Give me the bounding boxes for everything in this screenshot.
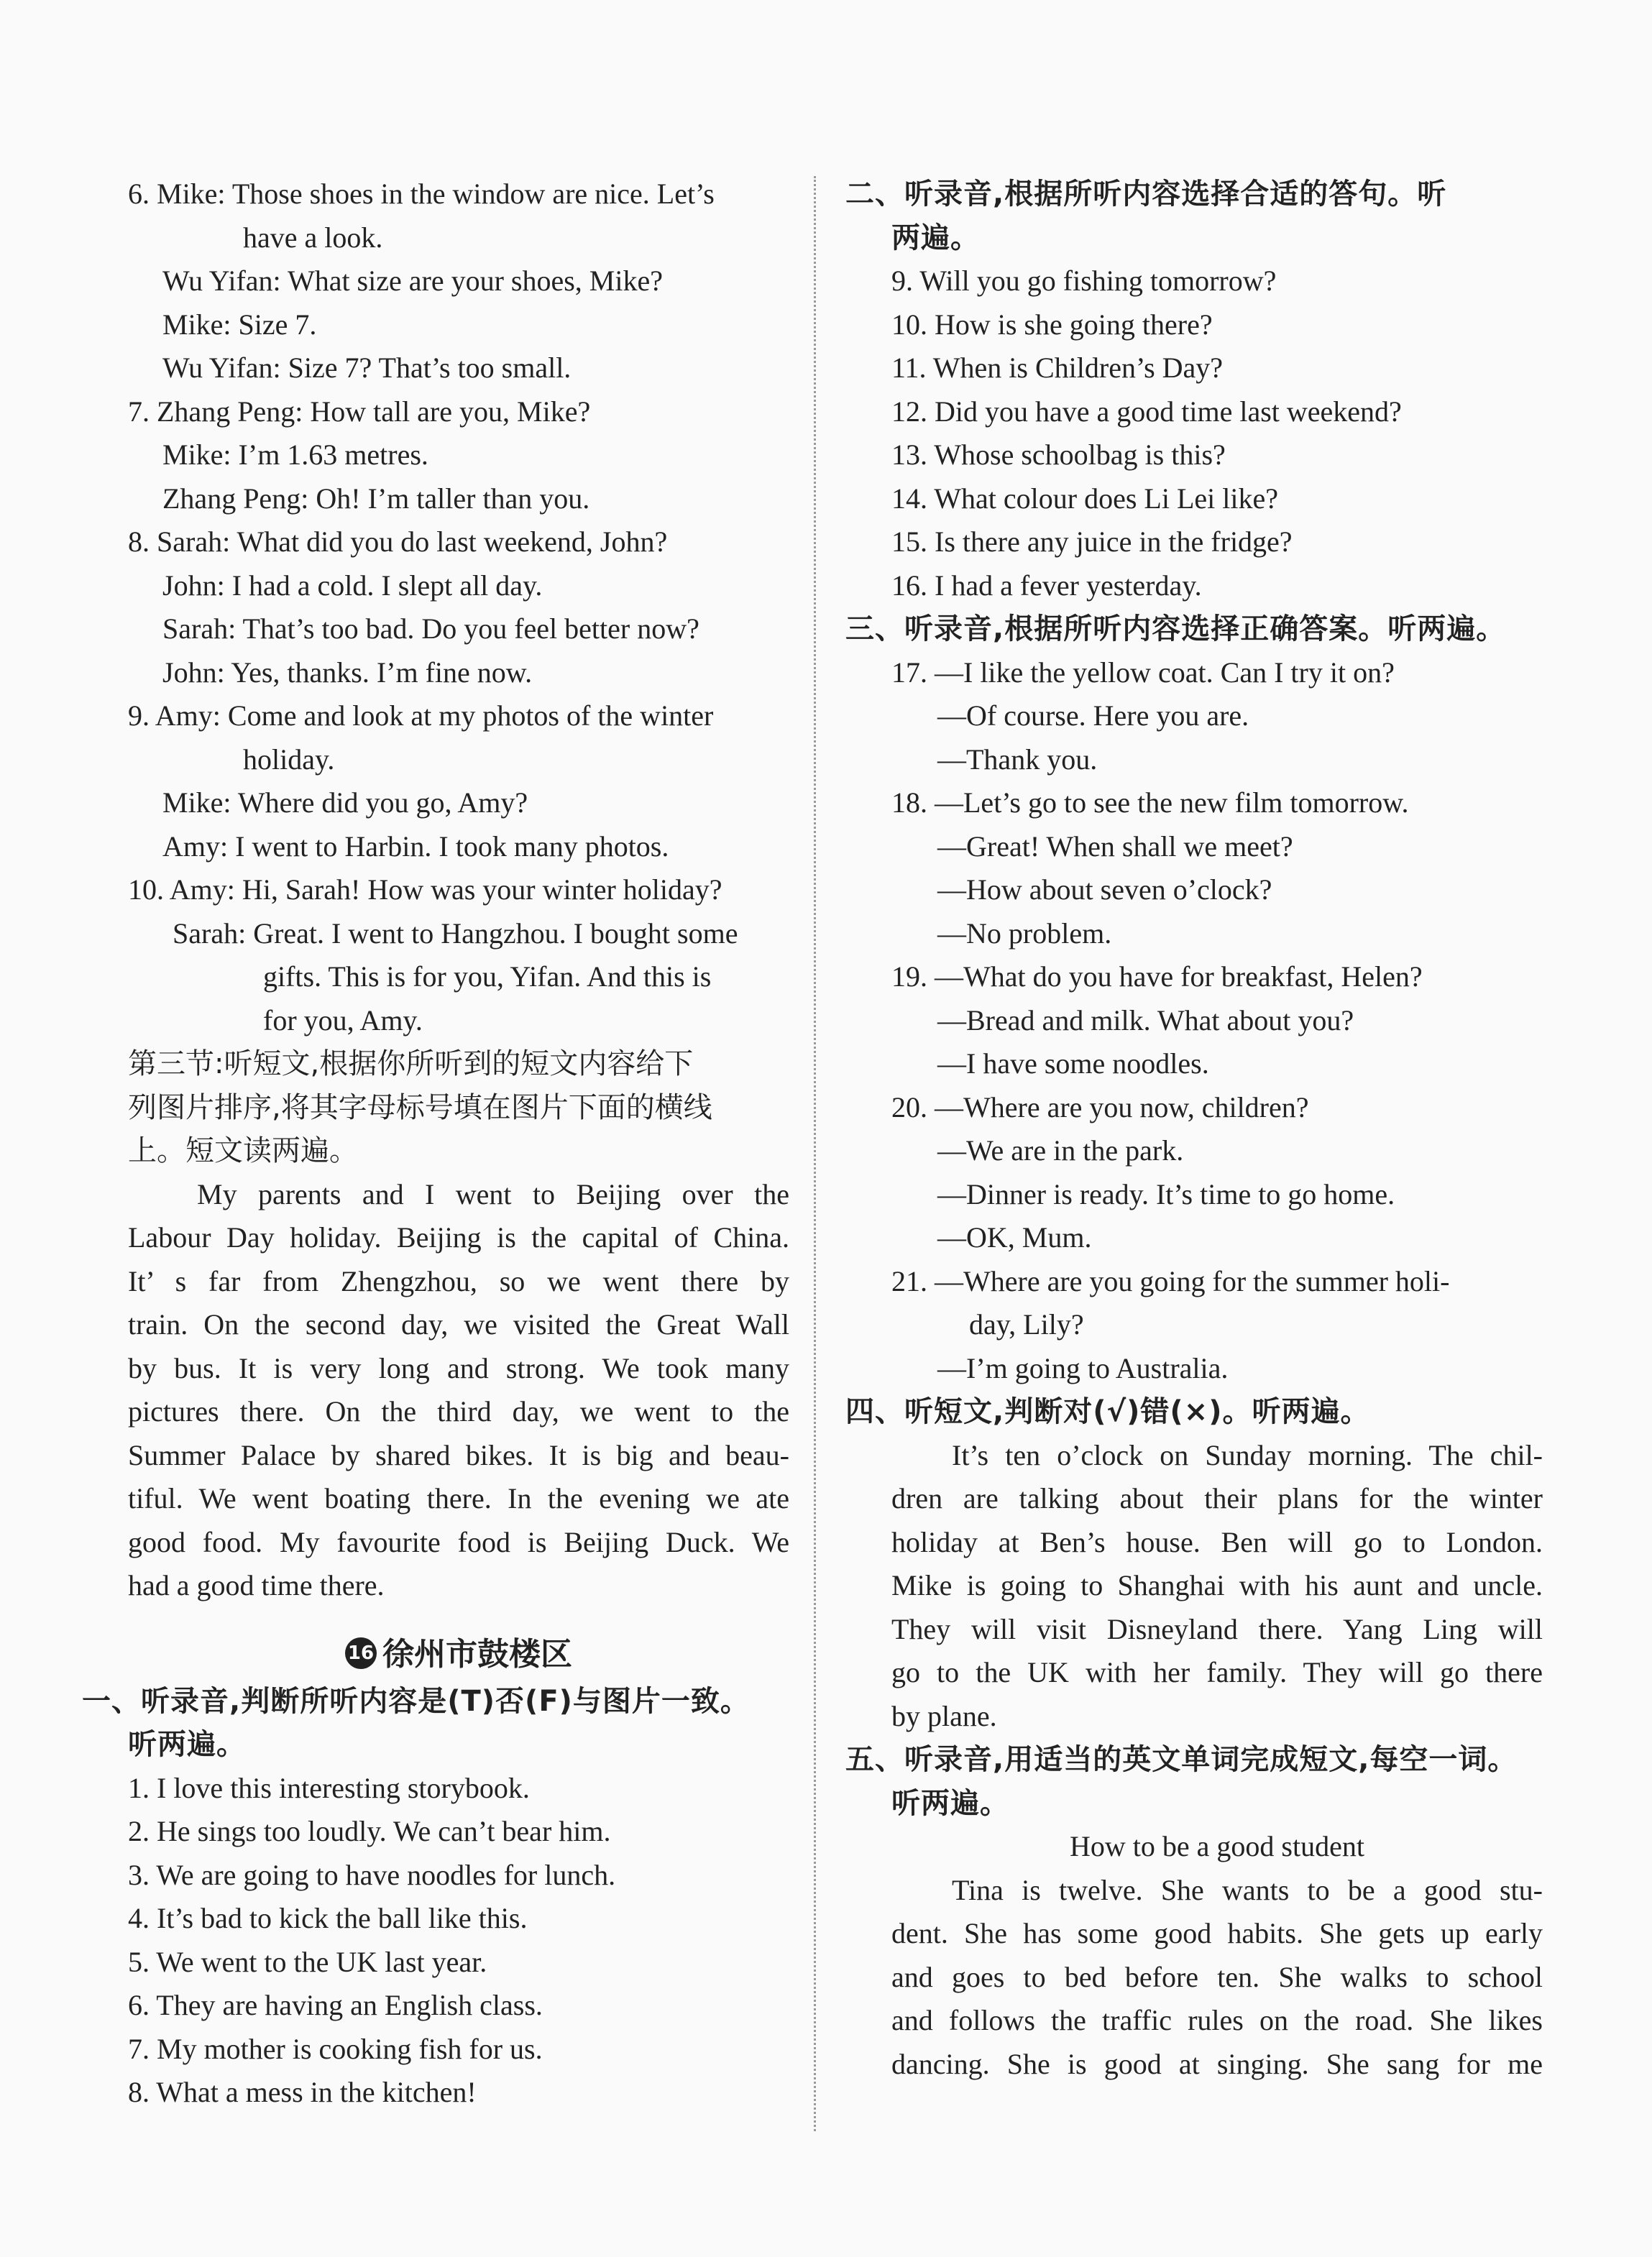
passage-line: Tina is twelve. She wants to be a good stu-	[952, 1873, 1543, 1906]
question-item: 14. What colour does Li Lei like?	[891, 482, 1278, 515]
dialogue-line: 18. —Let’s go to see the new film tomorrow.	[891, 786, 1409, 819]
question-item: 15. Is there any juice in the fridge?	[891, 525, 1293, 558]
dialogue-line: —Great! When shall we meet?	[937, 829, 1293, 863]
dialogue-line: Mike: Where did you go, Amy?	[162, 786, 528, 819]
dialogue-line: —How about seven o’clock?	[937, 873, 1272, 906]
question-item: 2. He sings too loudly. We can’t bear him.	[128, 1815, 611, 1847]
dialogue-line: —Bread and milk. What about you?	[937, 1003, 1354, 1036]
passage-line: and goes to bed before ten. She walks to school	[891, 1960, 1543, 1993]
dialogue-line: —Dinner is ready. It’s time to go home.	[937, 1177, 1395, 1210]
question-item: 7. My mother is cooking fish for us.	[128, 2032, 543, 2065]
dialogue-line: Sarah: That’s too bad. Do you feel better now?	[162, 612, 699, 645]
district-heading: 16 徐州市鼓楼区	[128, 1629, 789, 1680]
section3-title-line: 列图片排序,将其字母标号填在图片下面的横线	[128, 1090, 712, 1124]
question-item: 16. I had a fever yesterday.	[891, 569, 1202, 602]
dialogue-line: John: Yes, thanks. I’m fine now.	[162, 656, 533, 689]
passage-line: dent. She has some good habits. She gets up early	[891, 1917, 1543, 1949]
passage-line: dren are talking about their plans for the winter	[891, 1482, 1543, 1514]
dialogue-line: 21. —Where are you going for the summer holi-	[891, 1264, 1450, 1297]
dialogue-line: day, Lily?	[969, 1308, 1084, 1341]
dialogue-line: Mike: Size 7.	[162, 308, 317, 341]
part3-title: 三、听录音,根据所听内容选择正确答案。听两遍。	[845, 612, 1506, 645]
question-item: 3. We are going to have noodles for lunch.	[128, 1858, 616, 1891]
question-item: 4. It’s bad to kick the ball like this.	[128, 1902, 528, 1934]
part5-title-line: 听两遍。	[891, 1786, 1009, 1820]
dialogue-line: —Thank you.	[937, 743, 1098, 776]
passage-line: Summer Palace by shared bikes. It is big and beau-	[128, 1438, 789, 1471]
dialogue-line: Amy: I went to Harbin. I took many photos.	[162, 829, 669, 863]
passage-line: dancing. She is good at singing. She sang for me	[891, 2047, 1543, 2080]
part5-title-line: 五、听录音,用适当的英文单词完成短文,每空一词。	[845, 1743, 1518, 1776]
dialogue-line: Wu Yifan: What size are your shoes, Mike?	[162, 265, 663, 297]
dialogue-line: —We are in the park.	[937, 1134, 1184, 1167]
dialogue-line: gifts. This is for you, Yifan. And this is	[263, 960, 712, 993]
question-item: 9. Will you go fishing tomorrow?	[891, 265, 1277, 297]
passage-line: by plane.	[891, 1699, 997, 1732]
dialogue-line: —No problem.	[937, 916, 1112, 950]
column-divider	[814, 176, 816, 2131]
passage-line: They will visit Disneyland there. Yang Ling will	[891, 1612, 1543, 1645]
passage-line: train. On the second day, we visited the Great Wall	[128, 1308, 789, 1341]
passage-line: good food. My favourite food is Beijing Duck. We	[128, 1525, 789, 1558]
passage-line: go to the UK with her family. They will go there	[891, 1656, 1543, 1688]
passage-line: pictures there. On the third day, we went to the	[128, 1395, 789, 1428]
dialogue-line: holiday.	[243, 743, 335, 776]
dialogue-line: Sarah: Great. I went to Hangzhou. I bought some	[173, 916, 738, 950]
question-item: 12. Did you have a good time last weekend?	[891, 395, 1402, 428]
passage-line: Mike is going to Shanghai with his aunt and uncle.	[891, 1569, 1543, 1601]
dialogue-line: 8. Sarah: What did you do last weekend, John?	[128, 525, 668, 558]
passage-line: had a good time there.	[128, 1569, 385, 1601]
passage-line: My parents and I went to Beijing over the	[197, 1177, 789, 1210]
dialogue-line: 7. Zhang Peng: How tall are you, Mike?	[128, 395, 591, 428]
passage-line: It’ s far from Zhengzhou, so we went there by	[128, 1264, 789, 1297]
right-column	[845, 173, 1543, 2086]
dialogue-line: 20. —Where are you now, children?	[891, 1090, 1309, 1123]
dialogue-line: 6. Mike: Those shoes in the window are nice. Let’s	[128, 178, 715, 210]
passage-line: tiful. We went boating there. In the evening we ate	[128, 1482, 789, 1514]
dialogue-line: Mike: I’m 1.63 metres.	[162, 438, 428, 471]
dialogue-line: —I have some noodles.	[937, 1047, 1209, 1080]
question-item: 13. Whose schoolbag is this?	[891, 438, 1226, 471]
part2-title-line: 二、听录音,根据所听内容选择合适的答句。听	[845, 178, 1447, 211]
question-item: 5. We went to the UK last year.	[128, 1945, 487, 1978]
dialogue-line: 10. Amy: Hi, Sarah! How was your winter holiday?	[128, 873, 722, 906]
passage-line: and follows the traffic rules on the road. She likes	[891, 2004, 1543, 2036]
section3-title-line: 上。短文读两遍。	[128, 1134, 358, 1167]
passage-line: by bus. It is very long and strong. We took many	[128, 1351, 789, 1384]
question-item: 11. When is Children’s Day?	[891, 351, 1224, 384]
dialogue-line: Wu Yifan: Size 7? That’s too small.	[162, 351, 572, 384]
dialogue-line: for you, Amy.	[263, 1003, 423, 1036]
dialogue-line: 9. Amy: Come and look at my photos of the winter	[128, 699, 714, 732]
question-item: 6. They are having an English class.	[128, 1989, 543, 2021]
question-item: 10. How is she going there?	[891, 308, 1213, 341]
section3-title-line: 第三节:听短文,根据你所听到的短文内容给下	[128, 1047, 694, 1080]
passage-line: holiday at Ben’s house. Ben will go to London.	[891, 1525, 1543, 1558]
dialogue-line: have a look.	[243, 221, 383, 254]
passage-line: Labour Day holiday. Beijing is the capital of China.	[128, 1221, 789, 1254]
left-column	[82, 173, 789, 2115]
part1-title-line: 听两遍。	[128, 1728, 246, 1761]
passage-heading: How to be a good student	[1070, 1830, 1364, 1862]
question-item: 1. I love this interesting storybook.	[128, 1771, 530, 1804]
passage-line: It’s ten o’clock on Sunday morning. The chil-	[952, 1438, 1543, 1471]
dialogue-line: John: I had a cold. I slept all day.	[162, 569, 543, 602]
question-item: 8. What a mess in the kitchen!	[128, 2076, 477, 2108]
number-badge: 16	[345, 1637, 377, 1669]
dialogue-line: —I’m going to Australia.	[937, 1351, 1229, 1384]
dialogue-line: —OK, Mum.	[937, 1221, 1092, 1254]
dialogue-line: Zhang Peng: Oh! I’m taller than you.	[162, 482, 590, 515]
part2-title-line: 两遍。	[891, 221, 980, 254]
dialogue-line: 19. —What do you have for breakfast, Helen?	[891, 960, 1423, 993]
dialogue-line: 17. —I like the yellow coat. Can I try it on?	[891, 656, 1395, 689]
dialogue-line: —Of course. Here you are.	[937, 699, 1249, 732]
part1-title-line: 一、听录音,判断所听内容是(T)否(F)与图片一致。	[82, 1684, 750, 1718]
part4-title: 四、听短文,判断对(√)错(×)。听两遍。	[845, 1395, 1370, 1428]
